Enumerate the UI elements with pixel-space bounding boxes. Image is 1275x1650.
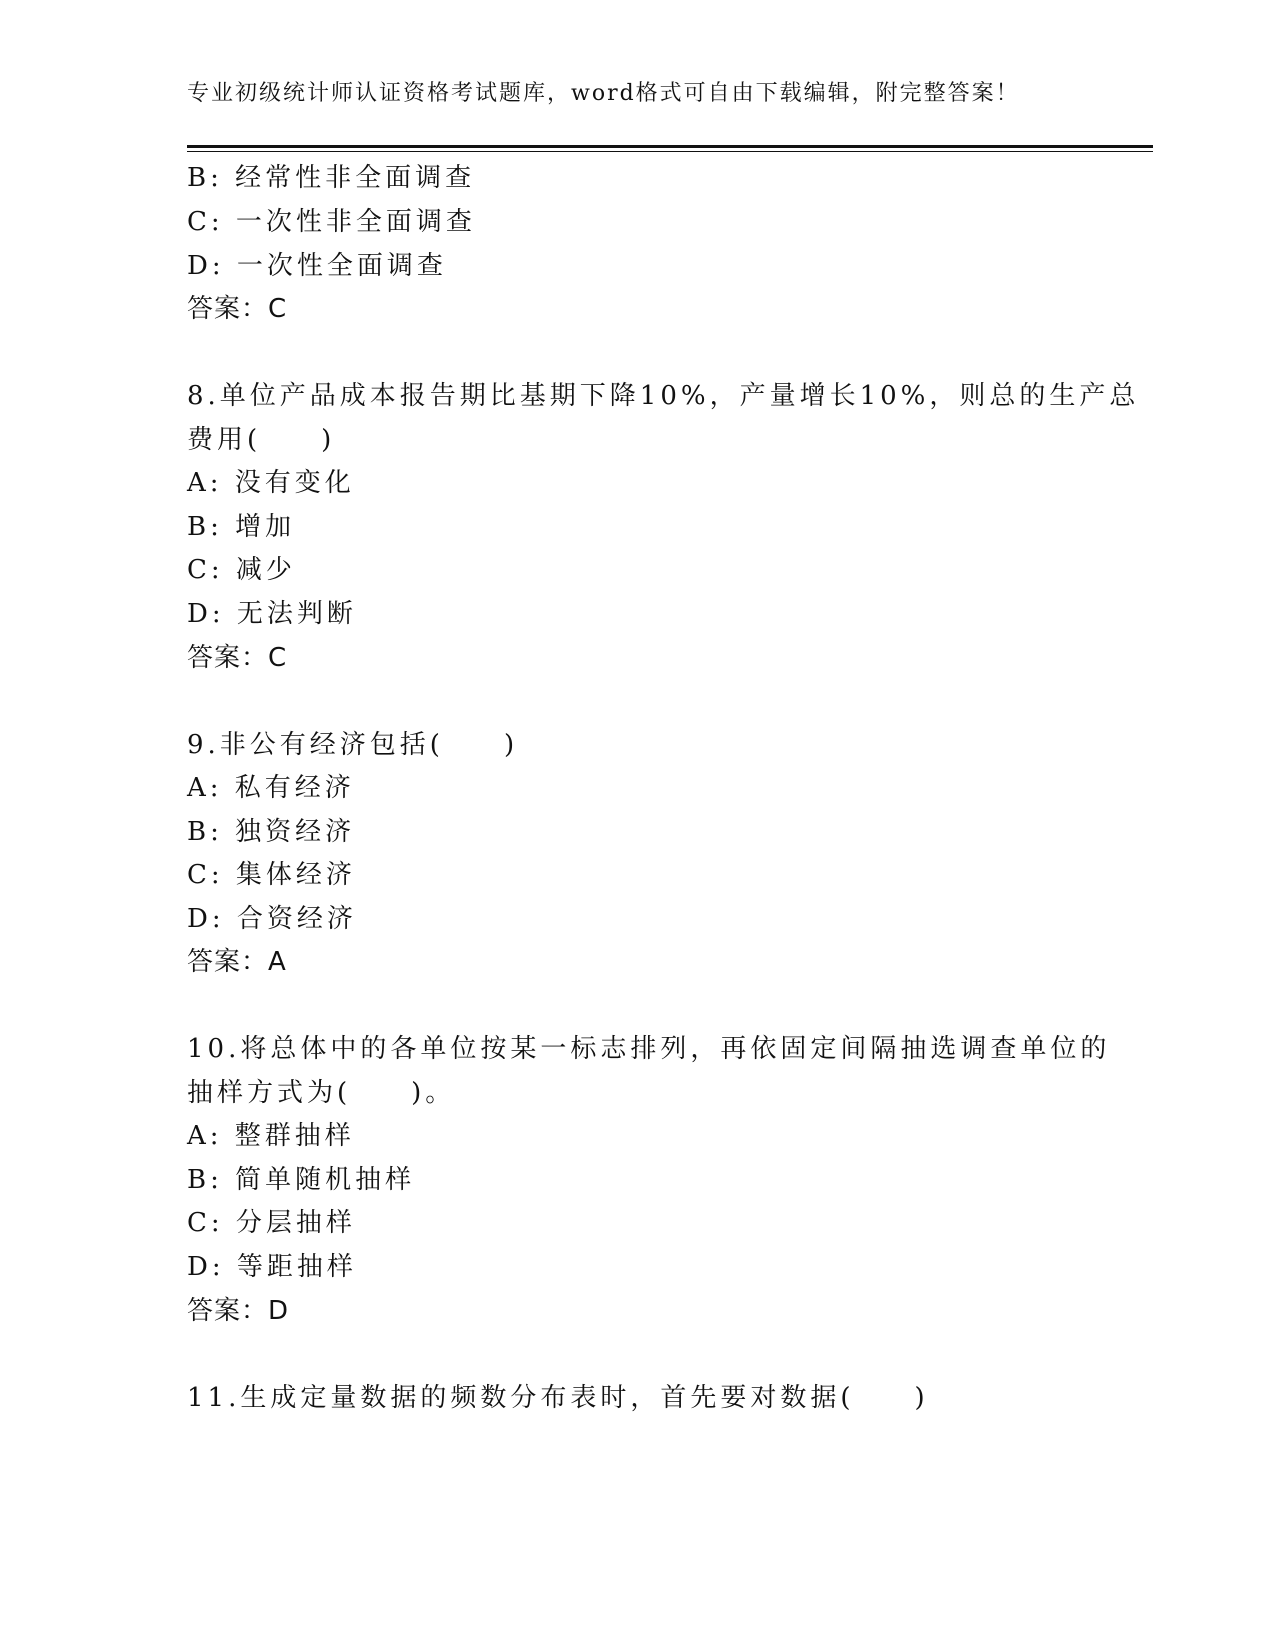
q7-option-b: B: 经常性非全面调查 <box>187 163 476 193</box>
q10-option-d: D: 等距抽样 <box>187 1252 357 1282</box>
q10-answer: 答案：D <box>187 1296 290 1326</box>
q10-option-b: B: 简单随机抽样 <box>187 1165 416 1195</box>
q7-answer: 答案：C <box>187 294 288 324</box>
q10-option-a: A: 整群抽样 <box>187 1121 355 1151</box>
q10-stem-line2: 抽样方式为( )。 <box>187 1078 456 1108</box>
q9-option-b: B: 独资经济 <box>187 817 356 847</box>
q8-option-b: B: 增加 <box>187 512 296 542</box>
q11-stem-line1: 11.生成定量数据的频数分布表时，首先要对数据( ) <box>187 1383 929 1413</box>
page-header: 专业初级统计师认证资格考试题库，word格式可自由下载编辑，附完整答案！ <box>187 81 1020 106</box>
q10-stem-line1: 10.将总体中的各单位按某一标志排列，再依固定间隔抽选调查单位的 <box>187 1034 1111 1064</box>
q9-option-c: C: 集体经济 <box>187 860 356 890</box>
q7-option-c: C: 一次性非全面调查 <box>187 207 476 237</box>
q10-option-c: C: 分层抽样 <box>187 1208 356 1238</box>
q8-option-a: A: 没有变化 <box>187 468 355 498</box>
q9-option-a: A: 私有经济 <box>187 773 355 803</box>
q7-option-d: D: 一次性全面调查 <box>187 251 447 281</box>
q9-option-d: D: 合资经济 <box>187 904 357 934</box>
q8-answer: 答案：C <box>187 643 288 673</box>
q8-stem-line1: 8.单位产品成本报告期比基期下降10%，产量增长10%，则总的生产总 <box>187 381 1140 411</box>
q9-stem-line1: 9.非公有经济包括( ) <box>187 730 519 760</box>
header-rule-thin <box>187 151 1153 152</box>
q8-option-d: D: 无法判断 <box>187 599 357 629</box>
header-rule-thick <box>187 145 1153 148</box>
q8-option-c: C: 减少 <box>187 555 296 585</box>
q9-answer: 答案：A <box>187 947 287 977</box>
q8-stem-line2: 费用( ) <box>187 425 336 455</box>
